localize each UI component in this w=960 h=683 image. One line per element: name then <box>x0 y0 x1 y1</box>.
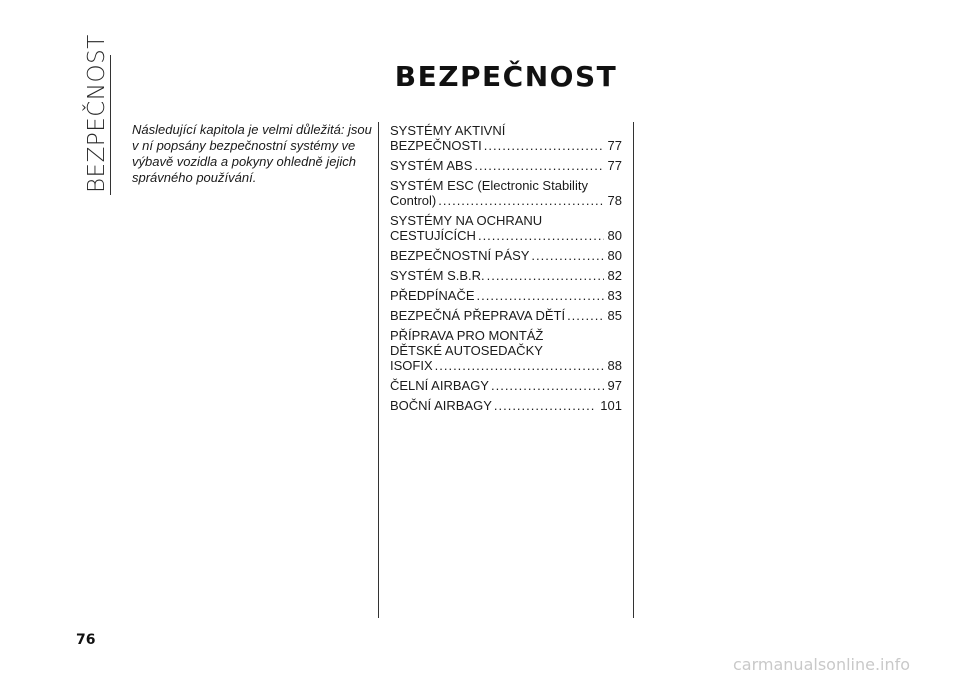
column-divider-left <box>378 122 379 618</box>
toc-entry-page: 85 <box>607 308 622 323</box>
toc-entry-page: 80 <box>607 248 622 263</box>
toc-entry[interactable] <box>390 308 622 323</box>
toc-leader-dots <box>491 378 604 393</box>
toc-entry[interactable] <box>390 288 622 303</box>
toc-entry[interactable] <box>390 213 622 243</box>
toc-entry-lead: PŘÍPRAVA PRO MONTÁŽ DĚTSKÉ AUTOSEDAČKY <box>390 328 544 358</box>
toc-leader-dots <box>567 308 603 323</box>
toc-leader-dots <box>478 228 604 243</box>
chapter-intro: Následující kapitola je velmi důležitá: jsou v ní popsány bezpečnostní systémy ve výbavě vozidla a pokyny ohledně jejich správného používání. <box>132 122 372 185</box>
toc-entry-page: 97 <box>607 378 622 393</box>
toc-entry-page: 82 <box>607 268 622 283</box>
toc-leader-dots <box>435 358 604 373</box>
page-number: 76 <box>76 632 96 648</box>
toc-entry[interactable] <box>390 328 622 373</box>
toc-entry-page: 77 <box>607 138 622 153</box>
toc-entry-page: 80 <box>607 228 622 243</box>
toc-entry[interactable] <box>390 248 622 263</box>
side-tab-rule <box>110 55 111 195</box>
toc-entry-page: 101 <box>600 398 622 413</box>
toc-entry-lead: SYSTÉMY NA OCHRANU <box>390 213 543 228</box>
toc-entry-page: 78 <box>607 193 622 208</box>
toc-leader-dots <box>531 248 603 263</box>
table-of-contents <box>390 123 622 418</box>
toc-entry-title: PŘEDPÍNAČE <box>390 288 475 303</box>
toc-entry[interactable] <box>390 158 622 173</box>
toc-entry-title: Control) <box>390 193 437 208</box>
toc-entry-title: CESTUJÍCÍCH <box>390 228 476 243</box>
chapter-title: BEZPEČNOST <box>394 60 618 93</box>
toc-entry-title: BOČNÍ AIRBAGY <box>390 398 492 413</box>
toc-entry-lead: SYSTÉM ESC (Electronic Stability <box>390 178 588 193</box>
watermark: carmanualsonline.info <box>733 655 911 674</box>
toc-entry[interactable] <box>390 398 622 413</box>
toc-leader-dots <box>494 398 596 413</box>
toc-entry-title: BEZPEČNOSTI <box>390 138 482 153</box>
toc-entry-title: BEZPEČNOSTNÍ PÁSY <box>390 248 530 263</box>
toc-entry-title: SYSTÉM S.B.R. <box>390 268 485 283</box>
toc-leader-dots <box>484 138 604 153</box>
toc-entry[interactable] <box>390 268 622 283</box>
toc-entry-title: SYSTÉM ABS <box>390 158 473 173</box>
toc-entry-lead: SYSTÉMY AKTIVNÍ <box>390 123 506 138</box>
toc-entry-title: ČELNÍ AIRBAGY <box>390 378 489 393</box>
toc-entry-title: ISOFIX <box>390 358 433 373</box>
toc-entry[interactable] <box>390 178 622 208</box>
chapter-side-tab: BEZPEČNOST <box>84 34 110 193</box>
toc-entry-title: BEZPEČNÁ PŘEPRAVA DĚTÍ <box>390 308 566 323</box>
toc-entry-page: 88 <box>607 358 622 373</box>
column-divider-right <box>633 122 634 618</box>
toc-entry[interactable] <box>390 123 622 153</box>
toc-leader-dots <box>477 288 604 303</box>
toc-entry[interactable] <box>390 378 622 393</box>
toc-leader-dots <box>474 158 603 173</box>
toc-leader-dots <box>487 268 604 283</box>
toc-entry-page: 77 <box>607 158 622 173</box>
toc-entry-page: 83 <box>607 288 622 303</box>
toc-leader-dots <box>438 193 603 208</box>
